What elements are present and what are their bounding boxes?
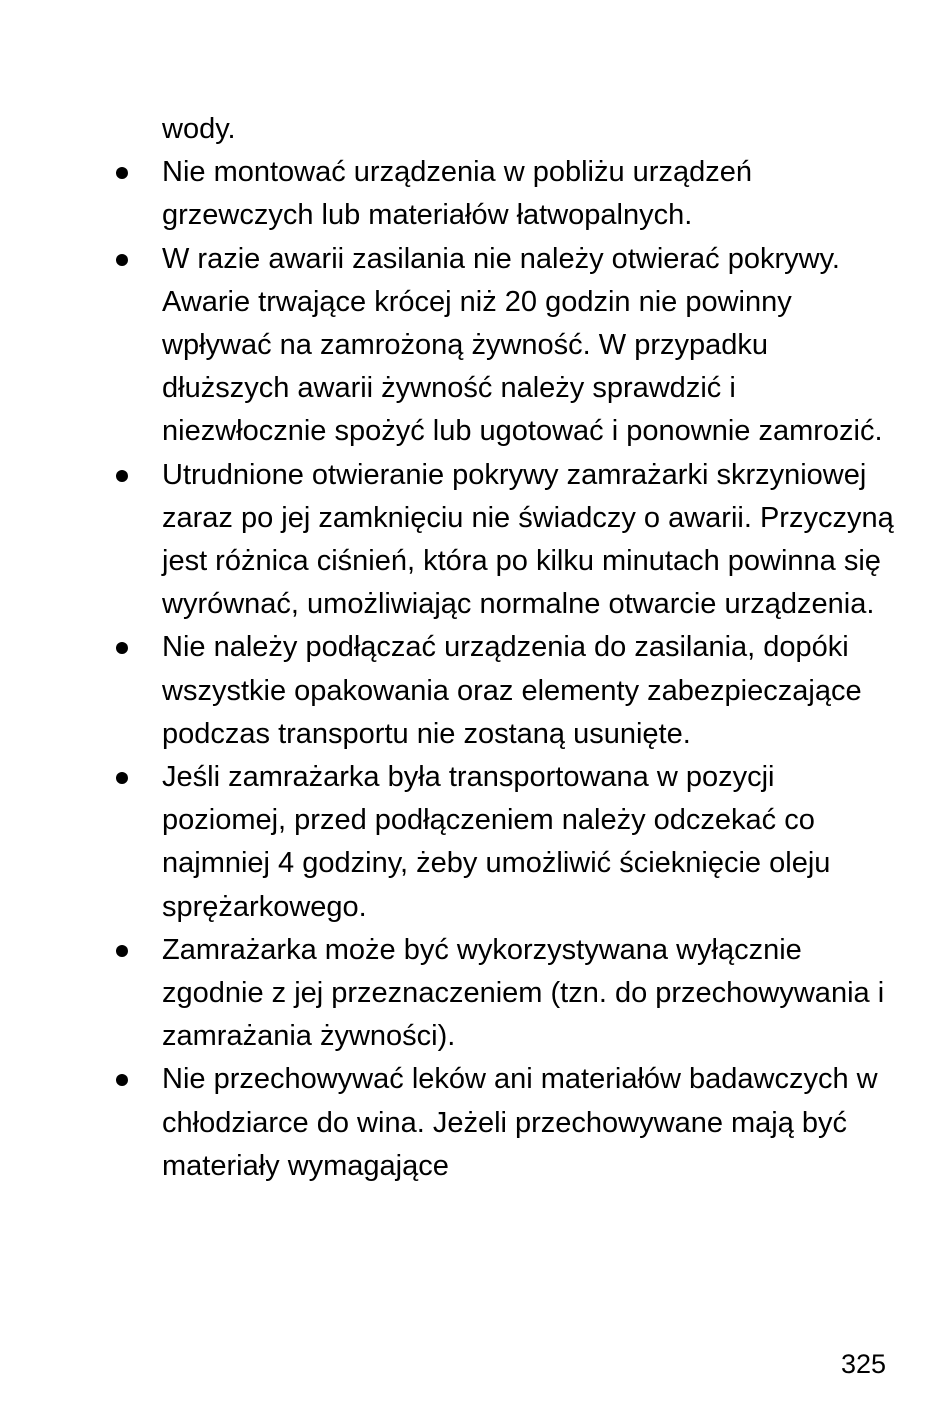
bullet-item	[112, 1058, 902, 1188]
bullet-dot-icon	[116, 945, 128, 957]
bullet-item	[112, 238, 902, 454]
bullet-text: Utrudnione otwieranie pokrywy zamrażarki skrzyniowej zaraz po jej zamknięciu nie świadczy o awarii. Przyczyną jest różnica ciśnień, która po kilku minutach powinna się wyrównać, umożliwiając normalne otwarcie urządzenia.	[162, 458, 894, 621]
bullet-text: Zamrażarka może być wykorzystywana wyłącznie zgodnie z jej przeznaczeniem (tzn. do przechowywania i zamrażania żywności).	[162, 933, 885, 1053]
bullet-dot-icon	[116, 642, 128, 654]
bullet-dot-icon	[116, 772, 128, 784]
bullet-dot-icon	[116, 470, 128, 482]
bullet-text: Nie przechowywać leków ani materiałów badawczych w chłodziarce do wina. Jeżeli przechowywane mają być materiały wymagające	[162, 1063, 878, 1182]
bullet-item	[112, 626, 902, 756]
bullet-item	[112, 454, 902, 627]
page-content	[112, 108, 902, 1188]
bullet-text: Nie należy podłączać urządzenia do zasilania, dopóki wszystkie opakowania oraz elementy zabezpieczające podczas transportu nie zostaną usunięte.	[162, 631, 862, 750]
bullet-item	[112, 929, 902, 1059]
continuation-text: wody.	[162, 113, 236, 145]
bullet-item	[112, 151, 902, 237]
bullet-text: W razie awarii zasilania nie należy otwierać pokrywy. Awarie trwające krócej niż 20 godzin nie powinny wpływać na zamrożoną żywność. W przypadku dłuższych awarii żywność należy sprawdzić i niezwłocznie spożyć lub ugotować i ponownie zamrozić.	[162, 242, 883, 448]
page-number: 325	[840, 1349, 886, 1379]
bullet-text: Jeśli zamrażarka była transportowana w pozycji poziomej, przed podłączeniem należy odczekać co najmniej 4 godziny, żeby umożliwić ścieknięcie oleju sprężarkowego.	[162, 761, 831, 923]
bullet-text: Nie montować urządzenia w pobliżu urządzeń grzewczych lub materiałów łatwopalnych.	[162, 156, 752, 232]
bullet-dot-icon	[116, 254, 128, 266]
bullet-dot-icon	[116, 1074, 128, 1086]
bullet-item	[112, 756, 902, 929]
bullet-dot-icon	[116, 167, 128, 179]
safety-bullet-list	[112, 151, 902, 1188]
